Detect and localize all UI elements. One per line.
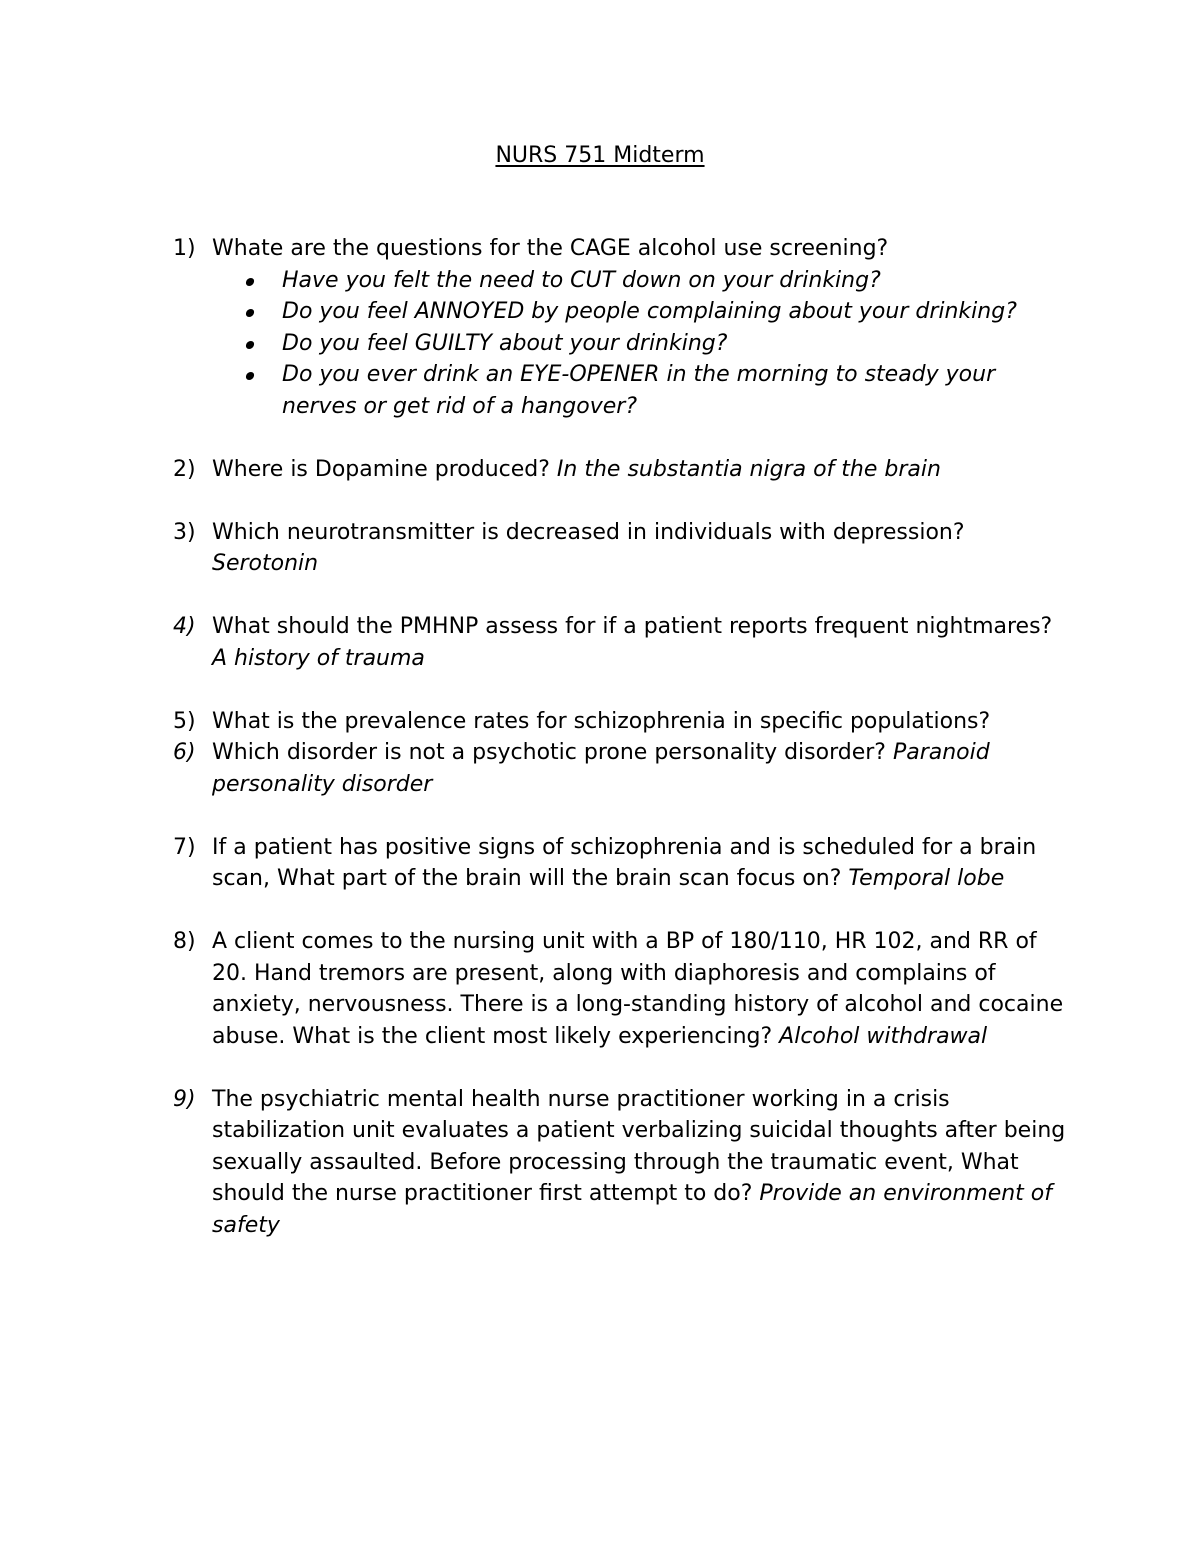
question-item	[173, 454, 1073, 486]
question-item	[173, 233, 1073, 422]
document-title: NURS 751 Midterm	[495, 143, 705, 168]
bullet-text: Have you felt the need to CUT down on your drinking?	[282, 267, 881, 293]
question-number: 1)	[173, 236, 196, 261]
question-text: Which neurotransmitter is decreased in individuals with depression?	[212, 519, 965, 545]
bullet-item	[173, 359, 1073, 422]
question-item	[173, 706, 1073, 738]
question-item	[173, 517, 1073, 580]
bullet-text: Do you feel GUILTY about your drinking?	[282, 330, 728, 356]
question-text: Where is Dopamine produced?	[212, 456, 557, 482]
question-answer: Provide an environment of safety	[212, 1181, 1052, 1238]
question-text: What should the PMHNP assess for if a patient reports frequent nightmares?	[212, 614, 1053, 639]
question-text: What is the prevalence rates for schizophrenia in specific populations?	[212, 708, 991, 734]
bullet-item	[173, 265, 1073, 297]
question-text: If a patient has positive signs of schizophrenia and is scheduled for a brain scan, What part of the brain will the brain scan focus on?	[212, 834, 1037, 891]
question-answer: A history of trauma	[212, 645, 425, 671]
question-number: 2)	[173, 456, 196, 482]
question-answer: In the substantia nigra of the brain	[556, 456, 941, 482]
question-text: Which disorder is not a psychotic prone personality disorder?	[212, 740, 893, 765]
bullet-text: Do you ever drink an EYE-OPENER in the morning to steady your nerves or get rid of a hangover?	[282, 362, 996, 419]
bullet-item	[173, 328, 1073, 360]
question-answer: Serotonin	[212, 551, 319, 576]
question-number: 6)	[173, 740, 196, 765]
bullet-item	[173, 296, 1073, 328]
question-number: 3)	[173, 519, 196, 545]
question-answer: Alcohol withdrawal	[779, 1023, 988, 1049]
question-list	[173, 233, 1073, 1241]
question-number: 4)	[173, 614, 196, 639]
question-number: 9)	[173, 1086, 196, 1112]
bullet-text: Do you feel ANNOYED by people complaining about your drinking?	[282, 299, 1017, 324]
question-item	[173, 611, 1073, 674]
question-text: The psychiatric mental health nurse practitioner working in a crisis stabilization unit evaluates a patient verbalizing suicidal thoughts after being sexually assaulted. Before processing through the traumatic event, What should the nurse practitioner first attempt to do?	[212, 1086, 1066, 1206]
question-item	[173, 1084, 1073, 1242]
question-number: 5)	[173, 708, 196, 734]
question-text: A client comes to the nursing unit with a BP of 180/110, HR 102, and RR of 20. Hand tremors are present, along with diaphoresis and complains of anxiety, nervousness. There is a long-standing history of alcohol and cocaine abuse. What is the client most likely experiencing?	[212, 929, 1064, 1049]
question-text: Whate are the questions for the CAGE alcohol use screening?	[212, 236, 889, 261]
question-answer: Paranoid personality disorder	[212, 740, 990, 797]
question-item	[173, 737, 1073, 800]
question-item	[173, 832, 1073, 895]
question-item	[173, 926, 1073, 1052]
question-answer: Temporal lobe	[848, 866, 1005, 891]
question-number: 7)	[173, 834, 196, 860]
cage-bullet-list	[212, 265, 1073, 423]
question-number: 8)	[173, 929, 196, 954]
